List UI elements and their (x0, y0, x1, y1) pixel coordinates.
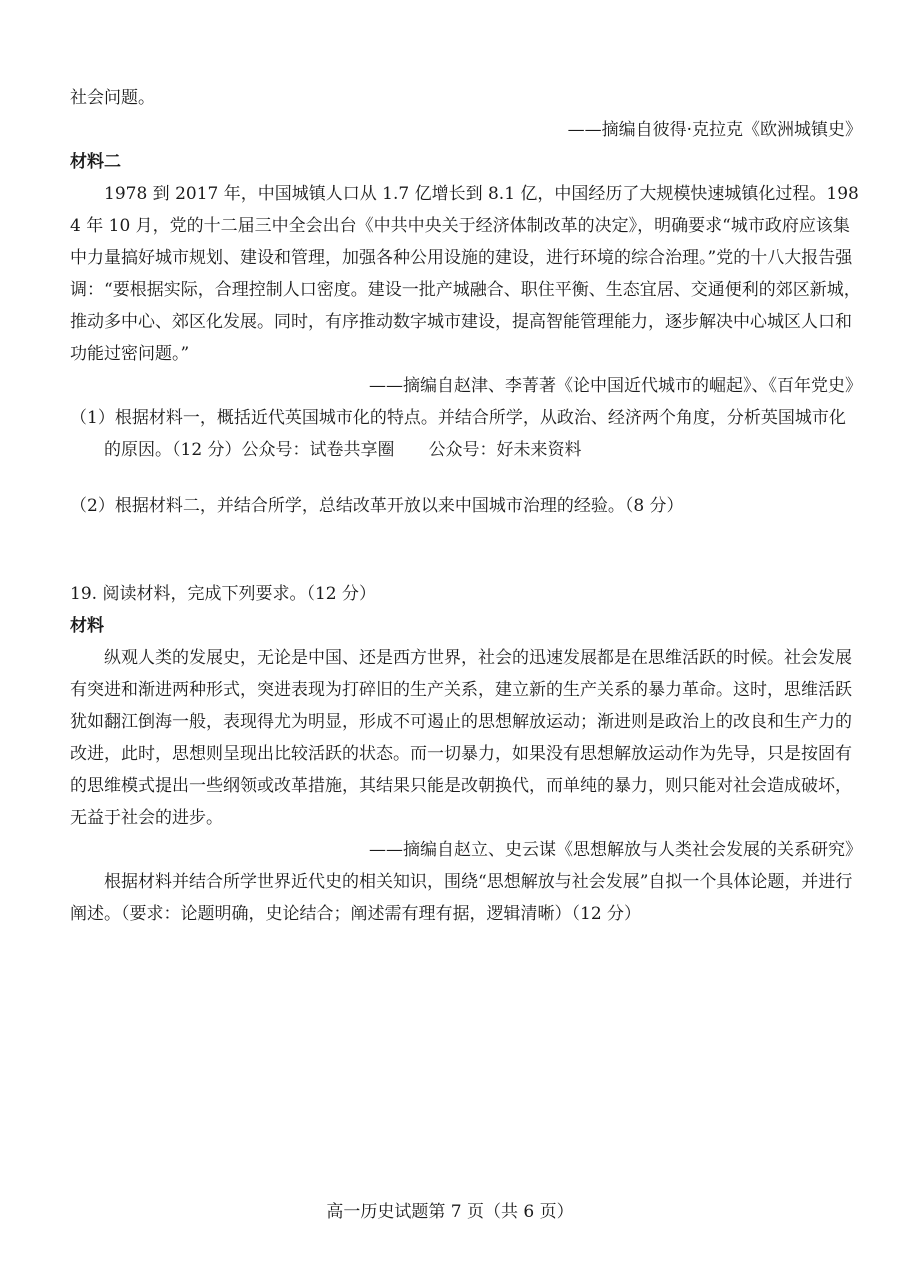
exam-page-body (70, 82, 862, 930)
material-one-tail: 社会问题。 (70, 88, 155, 108)
answer-space-2 (70, 522, 862, 578)
question-2: （2）根据材料二，并结合所学，总结改革开放以来中国城市治理的经验。（8 分） (70, 496, 684, 516)
question-19-material-heading: 材料 (70, 616, 104, 636)
material-one-source: ——摘编自彼得·克拉克《欧洲城镇史》 (567, 120, 862, 140)
question-19-instruction: 根据材料并结合所学世界近代史的相关知识，围绕“思想解放与社会发展”自拟一个具体论题，并进行阐述。（要求：论题明确，史论结合；阐述需有理有据，逻辑清晰）（12 分） (70, 872, 853, 924)
material-two-source: ——摘编自赵津、李菁著《论中国近代城市的崛起》、《百年党史》 (369, 376, 862, 396)
question-19-title: 19. 阅读材料，完成下列要求。（12 分） (70, 584, 376, 604)
page-footer: 高一历史试题第 7 页（共 6 页） (326, 1202, 574, 1222)
material-two-heading: 材料二 (70, 152, 121, 172)
answer-space-1 (70, 466, 862, 490)
question-19-material-paragraph: 纵观人类的发展史，无论是中国、还是西方世界，社会的迅速发展都是在思维活跃的时候。社会发展有突进和渐进两种形式，突进表现为打碎旧的生产关系，建立新的生产关系的暴力革命。这时，思维活跃犹如翻江倒海一般，表现得尤为明显，形成不可遏止的思想解放运动；渐进则是政治上的改良和生产力的改进，此时，思想则呈现出比较活跃的状态。而一切暴力，如果没有思想解放运动作为先导，只是按固有的思维模式提出一些纲领或改革措施，其结果只能是改朝换代，而单纯的暴力，则只能对社会造成破坏，无益于社会的进步。 (70, 648, 852, 828)
question-1: （1）根据材料一，概括近代英国城市化的特点。并结合所学，从政治、经济两个角度，分析英国城市化的原因。（12 分）公众号：试卷共享圈 公众号：好未来资料 (70, 408, 846, 460)
question-19-source: ——摘编自赵立、史云谋《思想解放与人类社会发展的关系研究》 (369, 840, 862, 860)
material-two-paragraph: 1978 到 2017 年，中国城镇人口从 1.7 亿增长到 8.1 亿，中国经历了大规模快速城镇化过程。1984 年 10 月，党的十二届三中全会出台《中共中央关于经济体制改革的决定》，明确要求“城市政府应该集中力量搞好城市规划、建设和管理，加强各种公用设施的建设，进行环境的综合治理。”党的十八大报告强调：“要根据实际，合理控制人口密度。建设一批产城融合、职住平衡、生态宜居、交通便利的郊区新城，推动多中心、郊区化发展。同时，有序推动数字城市建设，提高智能管理能力，逐步解决中心城区人口和功能过密问题。” (70, 184, 861, 364)
